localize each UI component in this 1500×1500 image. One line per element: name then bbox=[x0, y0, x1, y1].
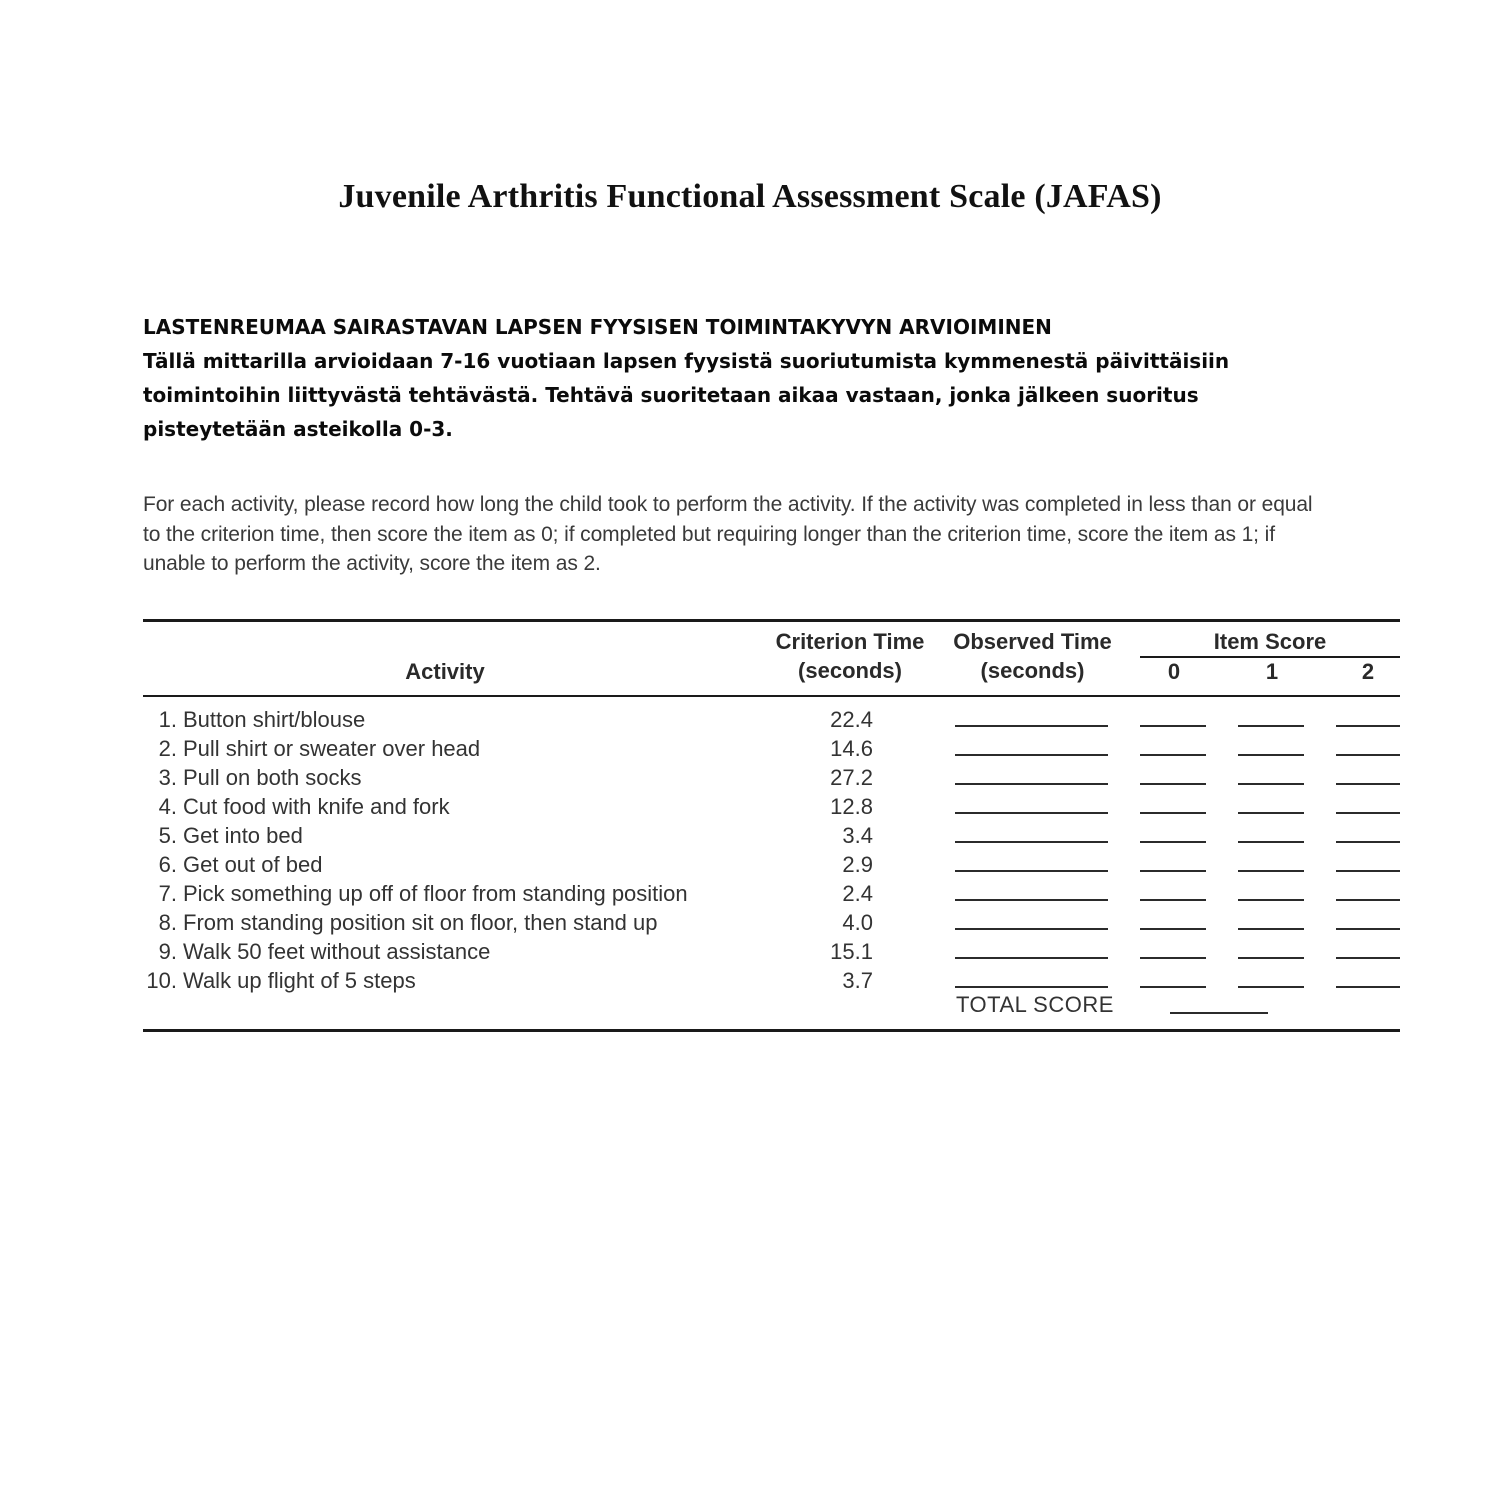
header-score-1: 1 bbox=[1265, 659, 1279, 684]
header-observed-time bbox=[950, 627, 1115, 685]
row-criterion-time: 14.6 bbox=[830, 736, 873, 761]
row-number: 1. bbox=[158, 707, 177, 732]
row-number: 10. bbox=[146, 968, 177, 993]
row-number: 7. bbox=[158, 881, 177, 906]
row-number: 2. bbox=[158, 736, 177, 761]
score-1-blank[interactable] bbox=[1238, 783, 1304, 785]
score-1-blank[interactable] bbox=[1238, 899, 1304, 901]
observed-time-blank[interactable] bbox=[955, 783, 1108, 785]
header-criterion-line2: (seconds) bbox=[798, 658, 902, 683]
row-activity: Button shirt/blouse bbox=[183, 707, 366, 732]
table-row bbox=[143, 937, 1400, 966]
table-row bbox=[143, 966, 1400, 995]
instructions-line: unable to perform the activity, score the item as 2. bbox=[143, 552, 601, 575]
instructions-line: to the criterion time, then score the item as 0; if completed but requiring longer than the criterion time, score the item as 1; if bbox=[143, 522, 1275, 546]
score-2-blank[interactable] bbox=[1336, 783, 1400, 785]
observed-time-blank[interactable] bbox=[955, 899, 1108, 901]
score-1-blank[interactable] bbox=[1238, 812, 1304, 814]
observed-time-blank[interactable] bbox=[955, 928, 1108, 930]
table-header-rule bbox=[143, 695, 1400, 697]
row-number: 8. bbox=[158, 910, 177, 935]
row-criterion-time: 22.4 bbox=[830, 707, 873, 732]
activity-table-body bbox=[143, 705, 1400, 995]
score-0-blank[interactable] bbox=[1140, 986, 1206, 988]
row-criterion-time: 4.0 bbox=[842, 910, 873, 935]
row-criterion-time: 12.8 bbox=[830, 794, 873, 819]
row-activity: Pull on both socks bbox=[183, 765, 362, 790]
table-row bbox=[143, 792, 1400, 821]
score-1-blank[interactable] bbox=[1238, 841, 1304, 843]
score-0-blank[interactable] bbox=[1140, 928, 1206, 930]
table-top-rule bbox=[143, 619, 1400, 622]
total-score-blank[interactable] bbox=[1170, 1012, 1268, 1014]
row-criterion-time: 3.7 bbox=[842, 968, 873, 993]
row-number: 9. bbox=[158, 939, 177, 964]
table-bottom-rule bbox=[143, 1029, 1400, 1032]
score-0-blank[interactable] bbox=[1140, 754, 1206, 756]
header-criterion-time bbox=[770, 627, 930, 685]
score-1-blank[interactable] bbox=[1238, 986, 1304, 988]
score-2-blank[interactable] bbox=[1336, 725, 1400, 727]
total-score-label: TOTAL SCORE bbox=[956, 992, 1114, 1017]
row-activity: Pull shirt or sweater over head bbox=[183, 736, 481, 761]
finnish-description bbox=[143, 310, 1293, 446]
table-row bbox=[143, 821, 1400, 850]
score-2-blank[interactable] bbox=[1336, 899, 1400, 901]
observed-time-blank[interactable] bbox=[955, 957, 1108, 959]
instructions-block bbox=[143, 490, 1408, 579]
row-criterion-time: 15.1 bbox=[830, 939, 873, 964]
score-0-blank[interactable] bbox=[1140, 725, 1206, 727]
row-criterion-time: 2.4 bbox=[842, 881, 873, 906]
score-0-blank[interactable] bbox=[1140, 870, 1206, 872]
row-criterion-time: 27.2 bbox=[830, 765, 873, 790]
table-row bbox=[143, 908, 1400, 937]
score-1-blank[interactable] bbox=[1238, 725, 1304, 727]
row-criterion-time: 3.4 bbox=[842, 823, 873, 848]
header-observed-line2: (seconds) bbox=[980, 658, 1085, 683]
row-activity: Get into bed bbox=[183, 823, 303, 848]
score-2-blank[interactable] bbox=[1336, 841, 1400, 843]
score-1-blank[interactable] bbox=[1238, 928, 1304, 930]
finnish-line: toimintoihin liittyvästä tehtävästä. Tehtävä suoritetaan aikaa vastaan, jonka jälkeen suoritus bbox=[143, 383, 1199, 407]
row-activity: Walk 50 feet without assistance bbox=[183, 939, 491, 964]
score-2-blank[interactable] bbox=[1336, 928, 1400, 930]
score-2-blank[interactable] bbox=[1336, 754, 1400, 756]
score-2-blank[interactable] bbox=[1336, 870, 1400, 872]
score-0-blank[interactable] bbox=[1140, 783, 1206, 785]
page-title: Juvenile Arthritis Functional Assessment Scale (JAFAS) bbox=[338, 178, 1162, 215]
observed-time-blank[interactable] bbox=[955, 754, 1108, 756]
row-number: 3. bbox=[158, 765, 177, 790]
row-activity: From standing position sit on floor, then stand up bbox=[183, 910, 658, 935]
finnish-line: pisteytetään asteikolla 0-3. bbox=[143, 417, 453, 441]
observed-time-blank[interactable] bbox=[955, 812, 1108, 814]
row-number: 6. bbox=[158, 852, 177, 877]
score-1-blank[interactable] bbox=[1238, 957, 1304, 959]
table-row bbox=[143, 850, 1400, 879]
header-activity: Activity bbox=[405, 659, 485, 684]
score-1-blank[interactable] bbox=[1238, 754, 1304, 756]
score-2-blank[interactable] bbox=[1336, 812, 1400, 814]
finnish-line: Tällä mittarilla arvioidaan 7-16 vuotiaan lapsen fyysistä suoriutumista kymmenestä päivittäisiin bbox=[143, 349, 1230, 373]
table-row bbox=[143, 705, 1400, 734]
header-criterion-line1: Criterion Time bbox=[775, 629, 925, 654]
score-0-blank[interactable] bbox=[1140, 841, 1206, 843]
score-0-blank[interactable] bbox=[1140, 899, 1206, 901]
header-score-2: 2 bbox=[1361, 659, 1375, 684]
table-row bbox=[143, 734, 1400, 763]
row-activity: Cut food with knife and fork bbox=[183, 794, 450, 819]
score-2-blank[interactable] bbox=[1336, 986, 1400, 988]
row-activity: Walk up flight of 5 steps bbox=[183, 968, 416, 993]
header-score-0: 0 bbox=[1167, 659, 1181, 684]
finnish-heading: LASTENREUMAA SAIRASTAVAN LAPSEN FYYSISEN TOIMINTAKYVYN ARVIOIMINEN bbox=[143, 315, 1052, 339]
observed-time-blank[interactable] bbox=[955, 986, 1108, 988]
table-row bbox=[143, 879, 1400, 908]
row-activity: Pick something up off of floor from standing position bbox=[183, 881, 688, 906]
row-activity: Get out of bed bbox=[183, 852, 323, 877]
instructions-line: For each activity, please record how long the child took to perform the activity. If the activity was completed in less than or equal bbox=[143, 493, 1313, 516]
row-number: 4. bbox=[158, 794, 177, 819]
row-criterion-time: 2.9 bbox=[842, 852, 873, 877]
score-1-blank[interactable] bbox=[1238, 870, 1304, 872]
score-0-blank[interactable] bbox=[1140, 957, 1206, 959]
row-number: 5. bbox=[158, 823, 177, 848]
observed-time-blank[interactable] bbox=[955, 870, 1108, 872]
observed-time-blank[interactable] bbox=[955, 841, 1108, 843]
score-2-blank[interactable] bbox=[1336, 957, 1400, 959]
header-item-score: Item Score bbox=[1213, 629, 1327, 654]
header-observed-line1: Observed Time bbox=[953, 629, 1112, 654]
score-0-blank[interactable] bbox=[1140, 812, 1206, 814]
table-row bbox=[143, 763, 1400, 792]
observed-time-blank[interactable] bbox=[955, 725, 1108, 727]
